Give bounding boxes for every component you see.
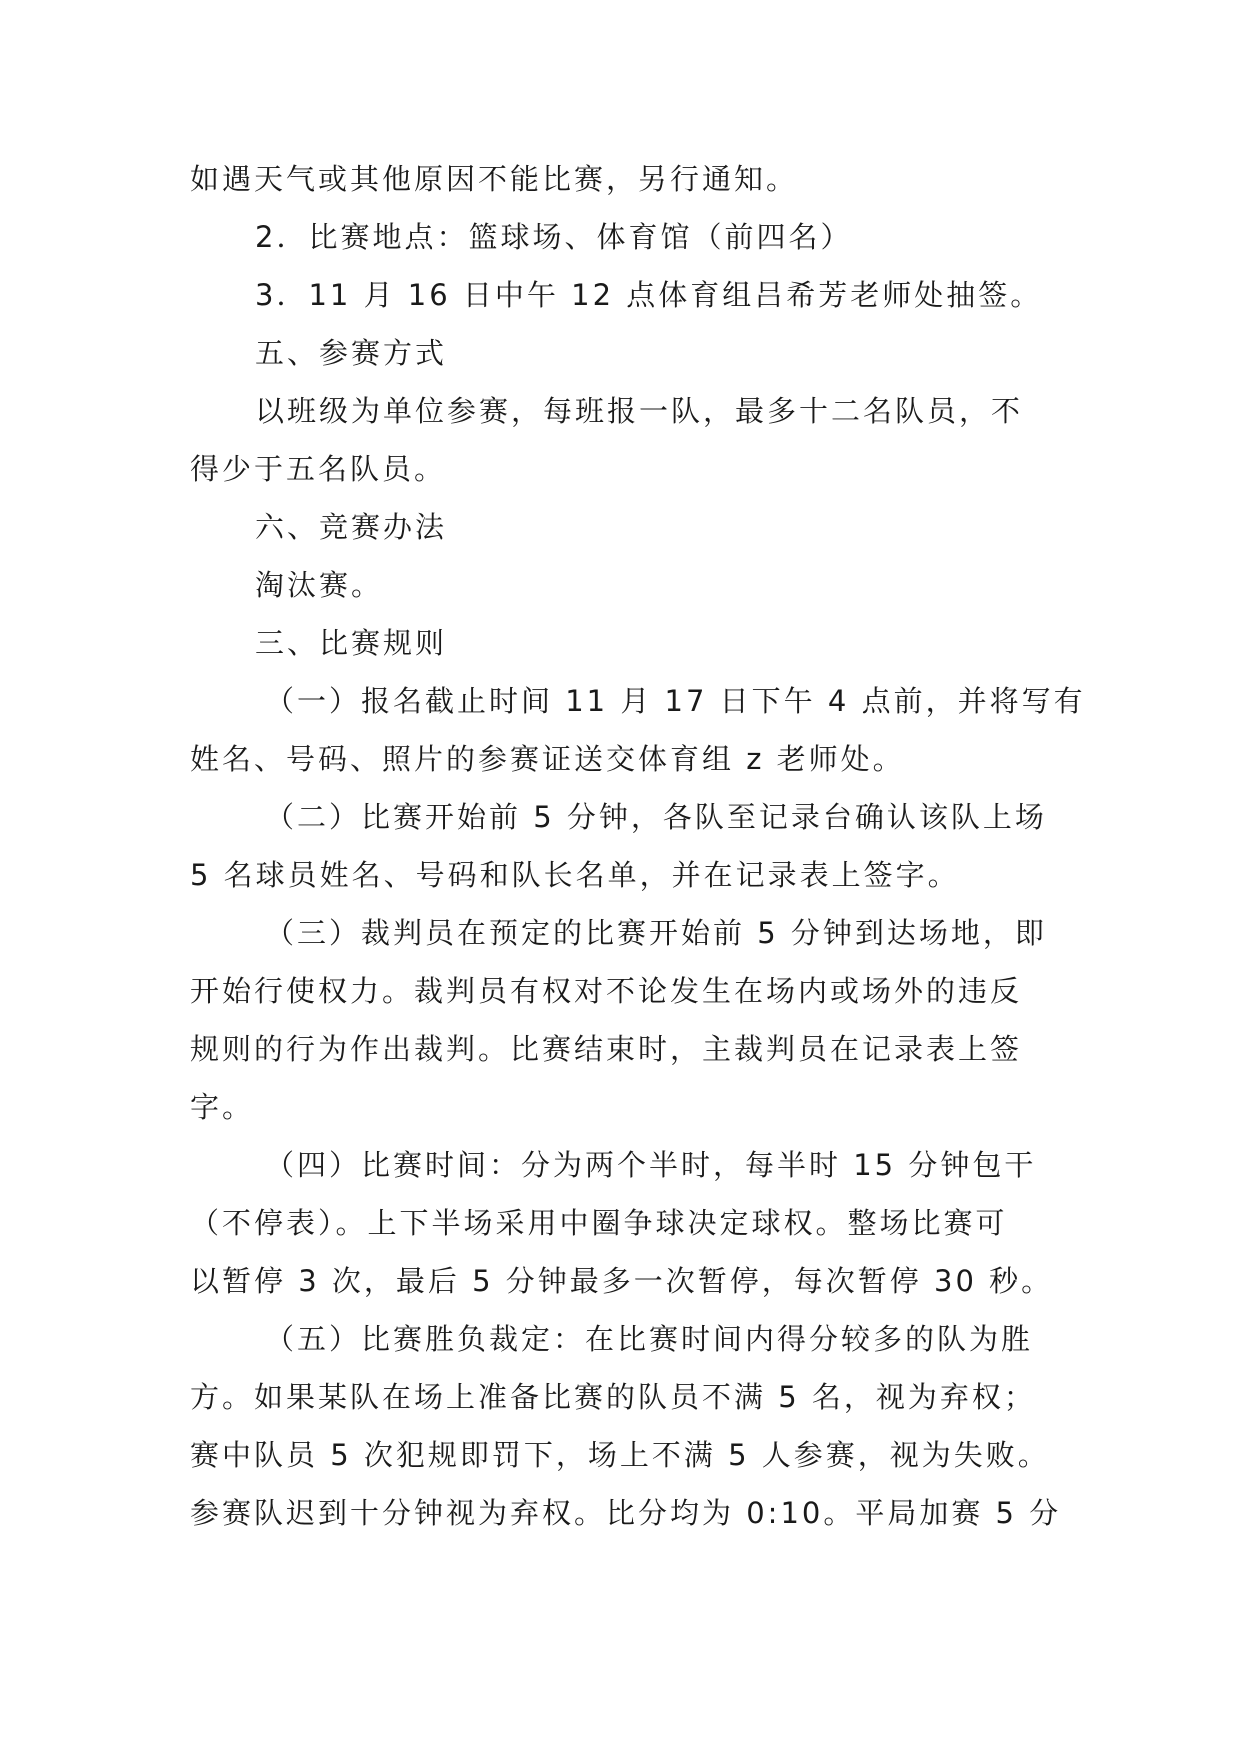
section-heading: 三、比赛规则 [255, 626, 448, 660]
paragraph-line: 参赛队迟到十分钟视为弃权。比分均为 0:10。平局加赛 5 分 [190, 1496, 1062, 1530]
paragraph-line: 淘汰赛。 [255, 568, 384, 602]
paragraph-line: 赛中队员 5 次犯规即罚下，场上不满 5 人参赛，视为失败。 [190, 1438, 1050, 1472]
paragraph-line: 姓名、号码、照片的参赛证送交体育组 z 老师处。 [190, 742, 905, 776]
paragraph-line: 字。 [190, 1090, 255, 1124]
paragraph-line: 方。如果某队在场上准备比赛的队员不满 5 名，视为弃权； [190, 1380, 1036, 1414]
document-body [190, 150, 1086, 1542]
paragraph-line: （二）比赛开始前 5 分钟，各队至记录台确认该队上场 [265, 800, 1047, 834]
paragraph-line: （不停表）。上下半场采用中圈争球决定球权。整场比赛可 [190, 1206, 1008, 1240]
paragraph-line: 以暂停 3 次，最后 5 分钟最多一次暂停，每次暂停 30 秒。 [190, 1264, 1054, 1298]
paragraph-line: 规则的行为作出裁判。比赛结束时，主裁判员在记录表上签 [190, 1032, 1023, 1066]
paragraph-line: 3．11 月 16 日中午 12 点体育组吕希芳老师处抽签。 [255, 278, 1043, 312]
paragraph-line: 如遇天气或其他原因不能比赛，另行通知。 [190, 162, 799, 196]
paragraph-line: （五）比赛胜负裁定：在比赛时间内得分较多的队为胜 [265, 1322, 1034, 1356]
paragraph-line: 开始行使权力。裁判员有权对不论发生在场内或场外的违反 [190, 974, 1023, 1008]
paragraph-line: （四）比赛时间：分为两个半时，每半时 15 分钟包干 [265, 1148, 1037, 1182]
paragraph-line: 得少于五名队员。 [190, 452, 447, 486]
paragraph-line: （三）裁判员在预定的比赛开始前 5 分钟到达场地，即 [265, 916, 1047, 950]
section-heading: 六、竞赛办法 [255, 510, 448, 544]
paragraph-line: 2．比赛地点：篮球场、体育馆（前四名） [255, 220, 853, 254]
paragraph-line: 5 名球员姓名、号码和队长名单，并在记录表上签字。 [190, 858, 960, 892]
paragraph-line: 以班级为单位参赛，每班报一队，最多十二名队员，不 [255, 394, 1024, 428]
paragraph-line: （一）报名截止时间 11 月 17 日下午 4 点前，并将写有 [265, 684, 1086, 718]
section-heading: 五、参赛方式 [255, 336, 448, 370]
